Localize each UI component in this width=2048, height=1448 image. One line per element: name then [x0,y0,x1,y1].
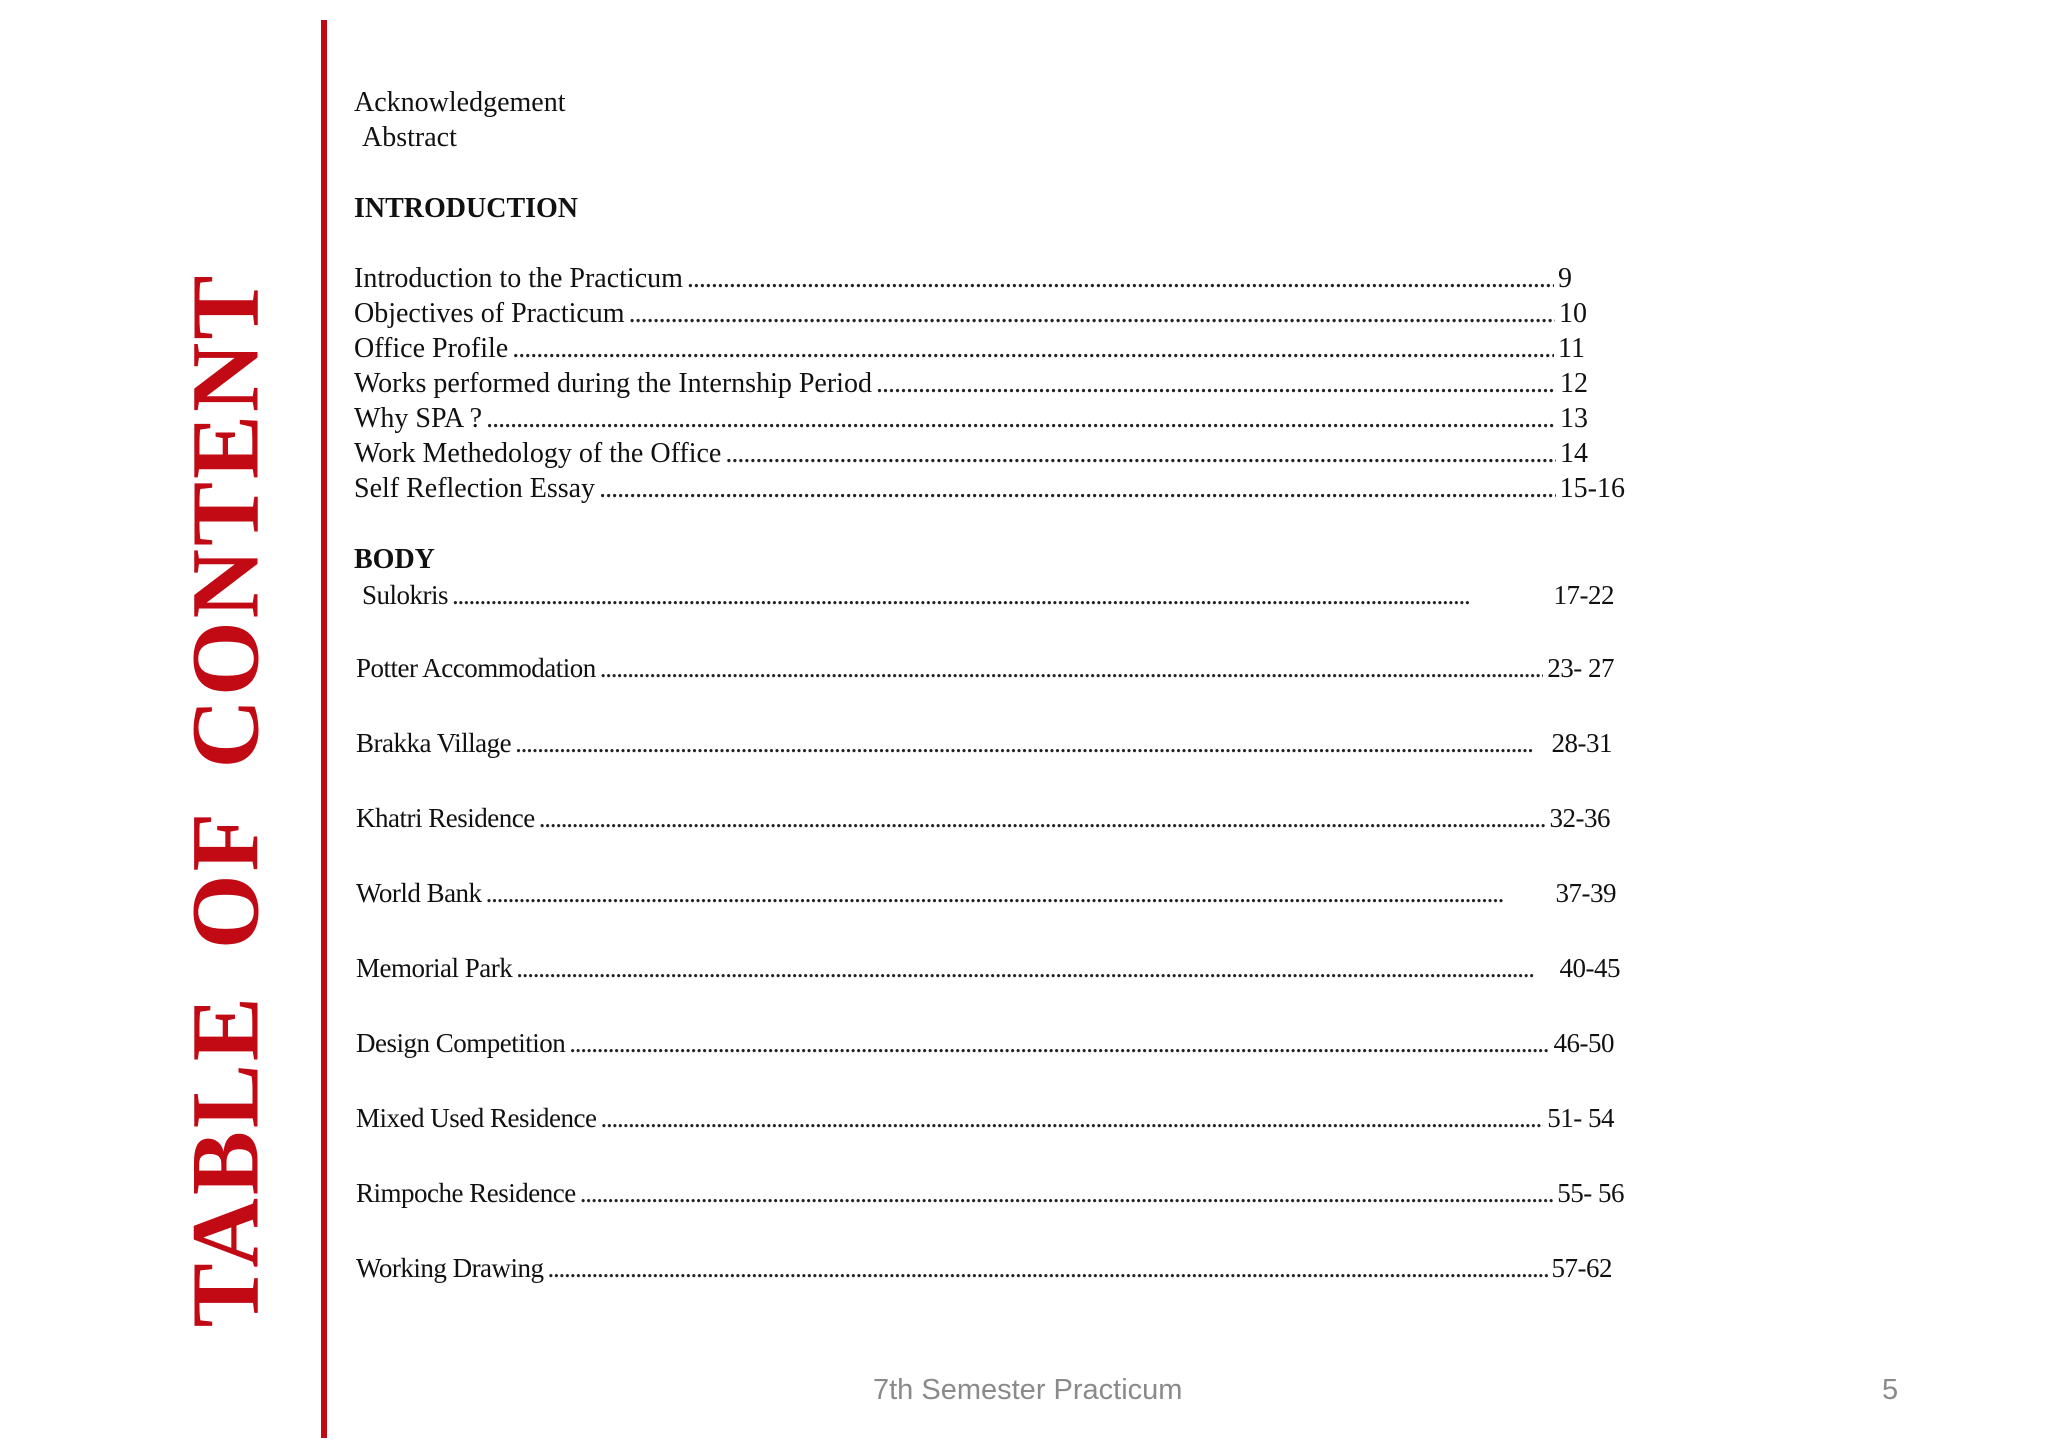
toc-entry-title: Design Competition [356,1028,566,1058]
dot-leader [569,1026,1549,1060]
toc-entry-title: Working Drawing [356,1253,544,1283]
toc-entry-title: Rimpoche Residence [356,1178,576,1208]
toc-entry [356,801,1610,835]
toc-entry-title: Memorial Park [356,953,513,983]
toc-entry [354,262,1572,296]
toc-entry [356,1176,1624,1210]
introduction-heading: INTRODUCTION [354,193,579,224]
toc-entry [354,437,1588,471]
toc-entry-page: 55- 56 [1557,1178,1624,1208]
dot-leader [486,876,1552,910]
toc-entry-title: Objectives of Practicum [354,298,625,329]
toc-entry [354,297,1587,331]
toc-entry-page: 46-50 [1553,1028,1614,1058]
toc-entry [354,472,1625,506]
toc-entry-page: 12 [1560,368,1588,399]
toc-entry-page: 28-31 [1551,728,1612,758]
dot-leader [516,951,1555,985]
toc-entry-title: Khatri Residence [356,803,535,833]
toc-entry-title: Works performed during the Internship Period [354,368,872,399]
toc-entry-title: Why SPA ? [354,403,483,434]
toc-entry-title: Mixed Used Residence [356,1103,597,1133]
toc-entry-page: 14 [1560,438,1588,469]
toc-entry-page: 9 [1558,263,1572,294]
dot-leader [725,437,1556,471]
body-heading: BODY [354,544,435,575]
footer-caption: 7th Semester Practicum [873,1374,1183,1406]
dot-leader [486,402,1556,436]
toc-entry-page: 32-36 [1549,803,1610,833]
toc-entry-title: Introduction to the Practicum [354,263,683,294]
toc-entry-title: World Bank [356,878,482,908]
toc-entry-title: Work Methedology of the Office [354,438,722,469]
dot-leader [600,1101,1543,1135]
toc-entry-page: 17-22 [1553,580,1614,610]
dot-leader [876,367,1556,401]
dot-leader [539,801,1546,835]
vertical-divider [321,20,327,1438]
toc-entry-page: 40-45 [1559,953,1620,983]
toc-entry [362,578,1614,612]
toc-entry [356,1101,1614,1135]
toc-entry [356,651,1614,685]
toc-entry-title: Brakka Village [356,728,512,758]
toc-entry-page: 15-16 [1559,473,1625,504]
dot-leader [512,332,1554,366]
toc-entry-title: Office Profile [354,333,509,364]
toc-entry-page: 13 [1560,403,1588,434]
dot-leader [515,726,1547,760]
dot-leader [452,578,1549,612]
dot-leader [580,1176,1554,1210]
toc-entry-title: Sulokris [362,580,449,610]
toc-entry [354,332,1585,366]
toc-entry [354,402,1588,436]
toc-entry-page: 10 [1559,298,1587,329]
toc-entry [356,1026,1614,1060]
toc-entry-page: 23- 27 [1547,653,1614,683]
acknowledgement-entry: Acknowledgement [354,87,566,118]
toc-entry-title: Self Reflection Essay [354,473,596,504]
toc-entry-page: 11 [1558,333,1585,364]
abstract-entry: Abstract [362,122,457,153]
toc-entry-page: 57-62 [1551,1253,1612,1283]
toc-entry-page: 51- 54 [1547,1103,1614,1133]
dot-leader [599,472,1556,506]
dot-leader [629,297,1555,331]
dot-leader [600,651,1544,685]
dot-leader [548,1251,1548,1285]
toc-entry [356,726,1612,760]
dot-leader [687,262,1554,296]
side-title: TABLE OF CONTENT [171,272,279,1328]
toc-entry [356,951,1620,985]
toc-entry-title: Potter Accommodation [356,653,596,683]
toc-entry [354,367,1588,401]
toc-entry [356,1251,1612,1285]
page-number: 5 [1882,1374,1899,1406]
toc-entry [356,876,1616,910]
toc-entry-page: 37-39 [1555,878,1616,908]
